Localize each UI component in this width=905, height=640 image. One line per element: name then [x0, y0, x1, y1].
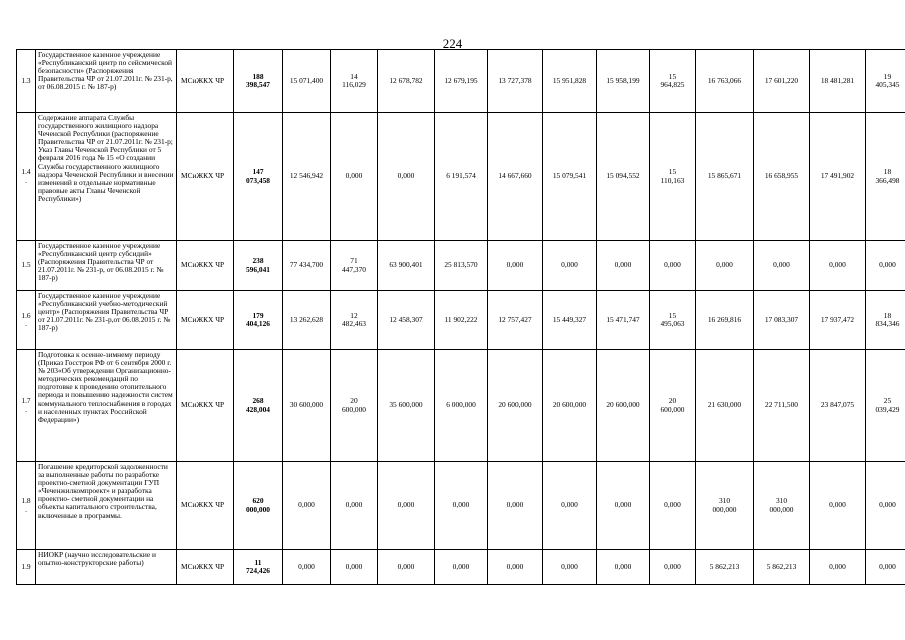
page-number: 224 — [442, 36, 463, 51]
row-value: 17 601,220 — [754, 50, 810, 113]
row-value: 18 481,281 — [810, 50, 866, 113]
table-row — [17, 291, 905, 350]
row-executor: МСиЖКХ ЧР — [177, 291, 234, 350]
row-value: 25 039,429 — [866, 350, 905, 462]
row-value: 310 000,000 — [754, 462, 810, 550]
row-value: 16 269,816 — [696, 291, 754, 350]
row-value: 0,000 — [331, 550, 378, 585]
row-value: 0,000 — [488, 462, 543, 550]
row-value: 71 447,370 — [331, 241, 378, 291]
row-value: 11 902,222 — [435, 291, 488, 350]
row-total: 147 073,458 — [234, 113, 283, 241]
row-value: 0,000 — [283, 462, 331, 550]
row-value: 15 110,163 — [650, 113, 696, 241]
row-value: 25 813,570 — [435, 241, 488, 291]
row-value: 20 600,000 — [543, 350, 597, 462]
row-value: 0,000 — [597, 550, 650, 585]
row-value: 15 094,552 — [597, 113, 650, 241]
row-name: Погашение кредиторской задолженности за выполненные работы по разработке проектно-сметной документации ГУП «Чеченжилкомпроект» и разработка проектно- сметной документации на объекты капитального строительства, включенные в программы. — [36, 462, 177, 550]
row-number: 1.8 . — [17, 462, 36, 550]
row-value: 15 071,400 — [283, 50, 331, 113]
row-value: 21 630,000 — [696, 350, 754, 462]
row-value: 18 366,498 — [866, 113, 905, 241]
row-value: 0,000 — [810, 241, 866, 291]
row-value: 20 600,000 — [597, 350, 650, 462]
row-value: 0,000 — [650, 241, 696, 291]
row-value: 20 600,000 — [331, 350, 378, 462]
row-value: 0,000 — [378, 550, 435, 585]
row-value: 16 658,955 — [754, 113, 810, 241]
row-value: 5 862,213 — [754, 550, 810, 585]
row-value: 17 491,902 — [810, 113, 866, 241]
row-value: 0,000 — [331, 113, 378, 241]
row-value: 0,000 — [488, 550, 543, 585]
row-name: НИОКР (научно исследовательские и опытно-конструкторские работы) — [36, 550, 177, 585]
row-value: 12 546,942 — [283, 113, 331, 241]
row-value: 0,000 — [866, 241, 905, 291]
row-total: 238 596,041 — [234, 241, 283, 291]
row-number: 1.7 . — [17, 350, 36, 462]
row-value: 6 191,574 — [435, 113, 488, 241]
row-number: 1.9 — [17, 550, 36, 585]
row-name: Содержание аппарата Службы государственного жилищного надзора Чеченской Республики (распоряжение Правительства ЧР от 21.07.2011г. № 231-р; Указ Главы Чеченской Республики от 5 февраля 2016 года № 15 «О создании Службы государственного жилищного надзора Чеченской Республики и внесении изменений в отдельные нормативные правовые акты Главы Чеченской Республики») — [36, 113, 177, 241]
row-value: 19 405,345 — [866, 50, 905, 113]
row-value: 0,000 — [650, 550, 696, 585]
row-value: 0,000 — [810, 550, 866, 585]
row-value: 0,000 — [435, 550, 488, 585]
row-executor: МСиЖКХ ЧР — [177, 241, 234, 291]
row-value: 13 727,378 — [488, 50, 543, 113]
row-value: 6 000,000 — [435, 350, 488, 462]
row-value: 13 262,628 — [283, 291, 331, 350]
row-value: 63 900,401 — [378, 241, 435, 291]
row-value: 15 471,747 — [597, 291, 650, 350]
row-value: 15 865,671 — [696, 113, 754, 241]
row-value: 0,000 — [435, 462, 488, 550]
row-value: 0,000 — [597, 462, 650, 550]
row-number: 1.4 . — [17, 113, 36, 241]
table-row — [17, 462, 905, 550]
row-value: 0,000 — [283, 550, 331, 585]
row-executor: МСиЖКХ ЧР — [177, 350, 234, 462]
row-number: 1.6 . — [17, 291, 36, 350]
row-total: 188 398,547 — [234, 50, 283, 113]
row-value: 310 000,000 — [696, 462, 754, 550]
row-executor: МСиЖКХ ЧР — [177, 113, 234, 241]
row-value: 15 449,327 — [543, 291, 597, 350]
row-value: 15 495,063 — [650, 291, 696, 350]
row-value: 18 834,346 — [866, 291, 905, 350]
row-value: 15 951,828 — [543, 50, 597, 113]
row-value: 0,000 — [543, 241, 597, 291]
row-value: 12 757,427 — [488, 291, 543, 350]
row-value: 5 862,213 — [696, 550, 754, 585]
row-number: 1.3 — [17, 50, 36, 113]
row-number: 1.5 — [17, 241, 36, 291]
row-name: Государственное казенное учреждение «Республиканский учебно-методический центр» (Распоряжения Правительства ЧР от 21.07.2011г. № 231-р,от 06.08.2015 г. № 187-р) — [36, 291, 177, 350]
row-value: 77 434,700 — [283, 241, 331, 291]
row-executor: МСиЖКХ ЧР — [177, 550, 234, 585]
row-value: 23 847,075 — [810, 350, 866, 462]
table-body — [17, 50, 905, 585]
row-value: 20 600,000 — [650, 350, 696, 462]
row-value: 17 937,472 — [810, 291, 866, 350]
row-value: 16 763,066 — [696, 50, 754, 113]
row-value: 0,000 — [543, 462, 597, 550]
row-value: 0,000 — [754, 241, 810, 291]
row-name: Государственное казенное учреждение «Республиканский центр субсидий» (Распоряжения Правительства ЧР от 21.07.2011г. № 231-р, от 06.08.2015 г. № 187-р) — [36, 241, 177, 291]
row-value: 15 958,199 — [597, 50, 650, 113]
row-value: 20 600,000 — [488, 350, 543, 462]
row-executor: МСиЖКХ ЧР — [177, 462, 234, 550]
row-value: 0,000 — [331, 462, 378, 550]
row-value: 0,000 — [378, 113, 435, 241]
row-value: 0,000 — [378, 462, 435, 550]
row-value: 0,000 — [866, 462, 905, 550]
row-value: 0,000 — [650, 462, 696, 550]
row-value: 0,000 — [597, 241, 650, 291]
row-total: 11 724,426 — [234, 550, 283, 585]
row-value: 12 678,782 — [378, 50, 435, 113]
row-value: 0,000 — [810, 462, 866, 550]
row-total: 268 428,004 — [234, 350, 283, 462]
row-value: 12 679,195 — [435, 50, 488, 113]
table-row — [17, 50, 905, 113]
row-value: 12 482,463 — [331, 291, 378, 350]
row-value: 12 458,307 — [378, 291, 435, 350]
row-value: 14 116,029 — [331, 50, 378, 113]
row-name: Государственное казенное учреждение «Республиканский центр по сейсмической безопасности» (Распоряжения Правительства ЧР от 21.07.2011г. № 231-р, от 06.08.2015 г. № 187-р) — [36, 50, 177, 113]
row-value: 17 083,307 — [754, 291, 810, 350]
row-value: 30 600,000 — [283, 350, 331, 462]
budget-table — [16, 49, 905, 585]
row-value: 15 079,541 — [543, 113, 597, 241]
table-row — [17, 350, 905, 462]
table-row — [17, 550, 905, 585]
row-total: 179 404,126 — [234, 291, 283, 350]
row-value: 14 667,660 — [488, 113, 543, 241]
table-row — [17, 241, 905, 291]
row-name: Подготовка к осенне-зимнему периоду (Приказ Госстроя РФ от 6 сентября 2000 г. № 203«Об утверждении Организационно-методических рекомендаций по подготовке к проведению отопительного периода и повышению надежности систем коммунального теплоснабжения в городах и населенных пунктах Российской Федерации») — [36, 350, 177, 462]
row-executor: МСиЖКХ ЧР — [177, 50, 234, 113]
row-value: 22 711,500 — [754, 350, 810, 462]
row-value: 0,000 — [866, 550, 905, 585]
row-value: 0,000 — [696, 241, 754, 291]
row-value: 0,000 — [488, 241, 543, 291]
row-total: 620 000,000 — [234, 462, 283, 550]
row-value: 15 964,825 — [650, 50, 696, 113]
row-value: 35 600,000 — [378, 350, 435, 462]
table-row — [17, 113, 905, 241]
row-value: 0,000 — [543, 550, 597, 585]
